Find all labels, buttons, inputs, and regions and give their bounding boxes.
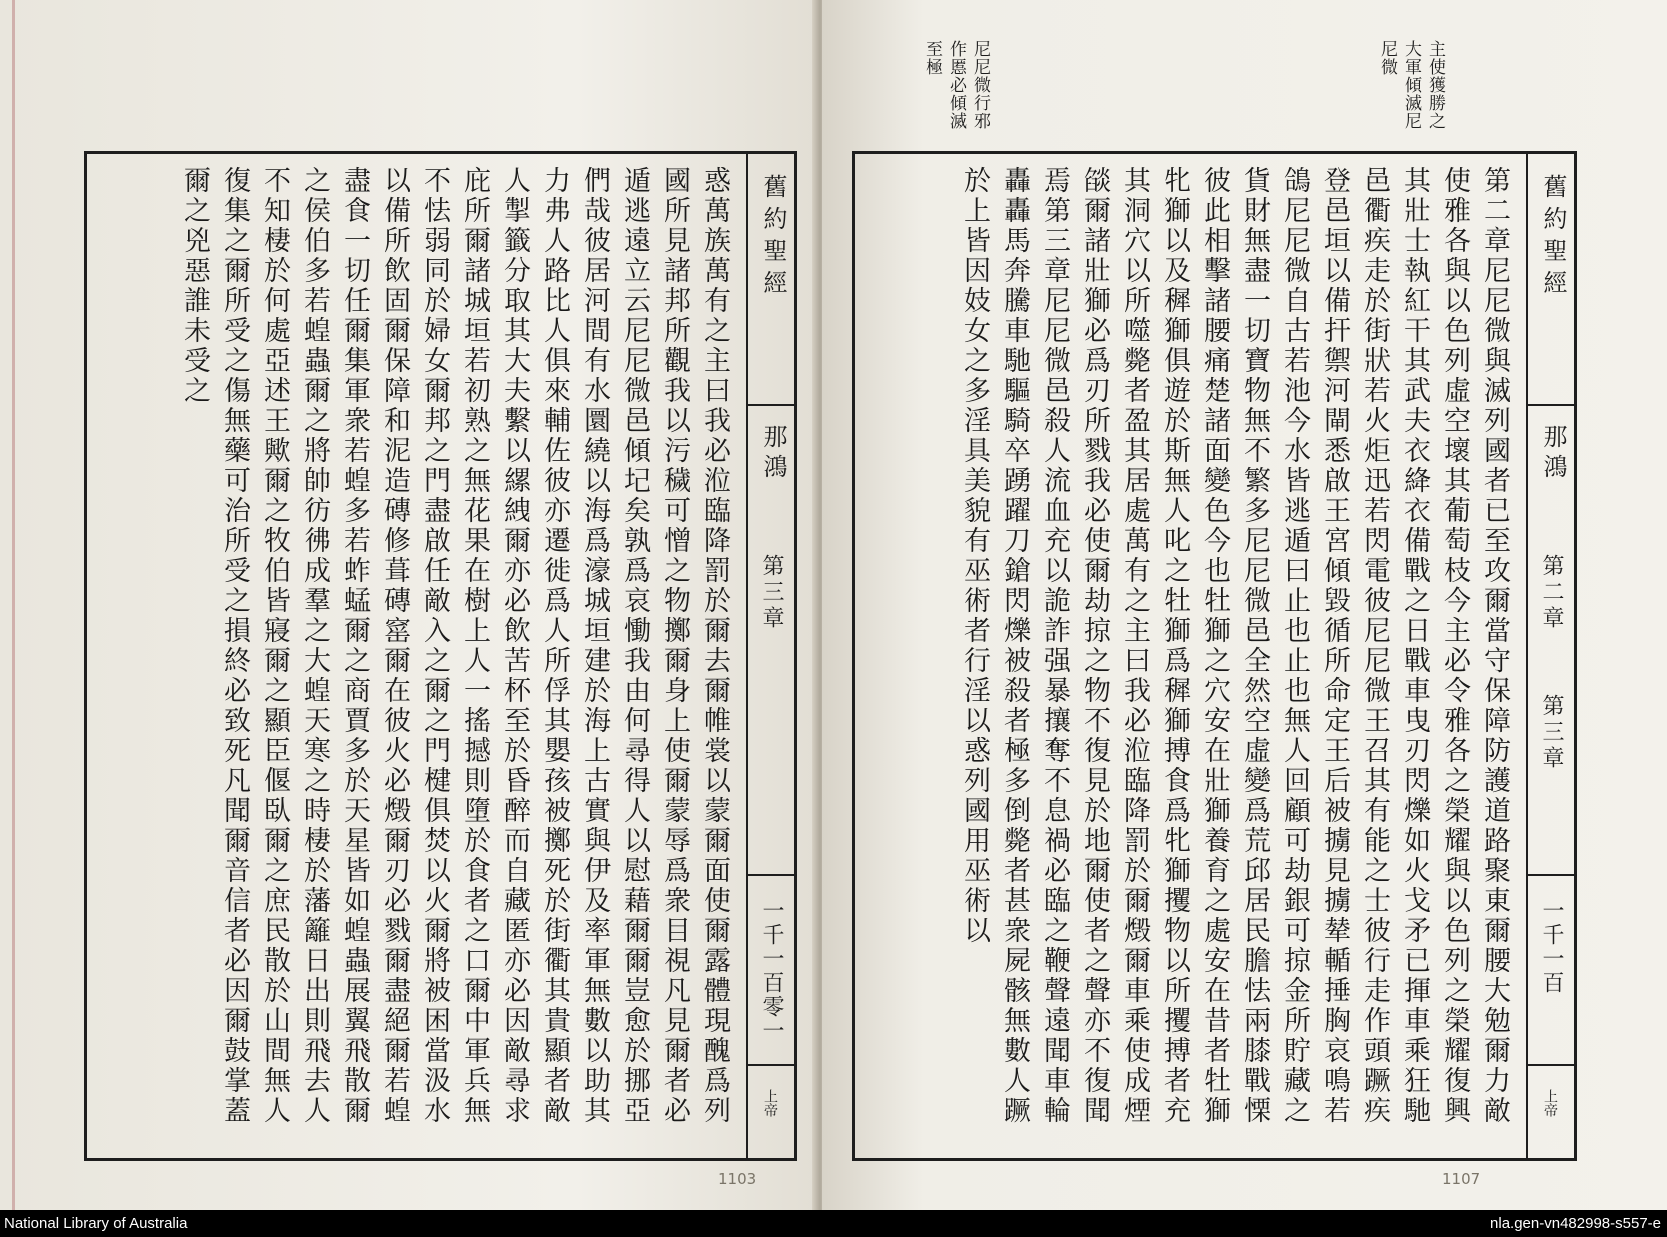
right-page [822, 0, 1667, 1210]
right-text-frame [852, 151, 1577, 1161]
header-rule [748, 404, 794, 406]
red-margin-line [12, 0, 15, 1210]
header-book: 那鴻 [1539, 424, 1567, 484]
header-chapter-next: 第三章 [1539, 694, 1564, 772]
header-book: 那鴻 [759, 424, 787, 484]
header-title: 舊約聖經 [1539, 174, 1567, 302]
header-title: 舊約聖經 [759, 174, 787, 302]
bleed-through-text [90, 10, 470, 140]
right-running-header [1526, 154, 1574, 1158]
left-text-frame [84, 151, 797, 1161]
header-rule [1528, 404, 1574, 406]
archive-footer-bar [0, 1210, 1667, 1237]
right-body-text: 第二章尼尼微與滅列國者已至攻爾當守保障防護道路聚東爾腰大勉爾力敵使雅各與以色列虛空壞其葡萄枝今主必令雅各之榮耀與以色列之榮耀復興其壯士執紅干其武夫衣絳衣備戰之日戰車曳刃閃爍如火戈矛已揮車乘狂馳邑衢疾走於街狀若火炬迅若閃電彼尼尼微王召其有能之士彼行走作頭蹶疾登邑垣以備扞禦河閘悉啟王宮傾毀循所命定王后被擄見擄辇輴捶胸哀鳴若鴿尼尼微自古若池今水皆逃遁曰止也止也無人回顧可劫銀可掠金所貯藏之貨財無盡一切寶物無不繁多尼尼微邑全然空虛變爲荒邱居民膽怯兩膝戰慄彼此相擊諸腰痛楚諸面變色今也牡獅之穴安在壯獅養育之處安在昔者牡獅牝獅以及穉獅俱遊於斯無人叱之牡獅爲穉獅搏食爲牝獅攫物以所攫搏者充其洞穴以所噬斃者盈其居處萬有之主曰我必涖臨降罰於爾燬爾車乘使成煙燄爾諸壯獅必爲刃所戮我必使爾劫掠之物不復見於地爾使者之聲亦不復聞焉第三章尼尼微邑殺人流血充以詭詐强暴攘奪不息禍必臨之鞭聲遠聞車輪轟轟馬奔騰車馳驅騎卒踴躍刀鎗閃爍被殺者極多倒斃者甚衆屍骸無數人蹶於上皆因妓女之多淫具美貌有巫術者行淫以惑列國用巫術以 [959, 166, 1510, 1126]
header-page-number: 一千一百零一 [759, 899, 784, 1043]
left-page [0, 0, 818, 1210]
margin-note-summary-2: 尼尼微行邪作慝必傾滅至極 [922, 40, 990, 130]
header-rule [1528, 874, 1574, 876]
left-running-header [746, 154, 794, 1158]
header-chapter: 第三章 [759, 554, 784, 632]
header-page-number: 一千一百 [1539, 899, 1564, 995]
header-chapter: 第二章 [1539, 554, 1564, 632]
header-rule [1528, 1064, 1574, 1066]
header-volume: 上帝 [1542, 1089, 1558, 1117]
library-name: National Library of Australia [4, 1215, 188, 1232]
header-rule [748, 1064, 794, 1066]
header-rule [748, 874, 794, 876]
item-identifier: nla.gen-vn482998-s557-e [1490, 1215, 1661, 1232]
pencil-mark: 1103 [718, 1170, 757, 1188]
pencil-mark: 1107 [1442, 1170, 1481, 1188]
left-body-text: 惑萬族萬有之主曰我必涖臨降罰於爾去爾帷裳以蒙爾面使爾露體現醜爲列國所見諸邦所觀我以污穢可憎之物擲爾身上使爾蒙辱爲衆目視凡見爾者必遁逃遠立云尼尼微邑傾圮矣孰爲哀慟我由何尋得人以慰藉爾爾豈愈於挪亞們哉彼居河間有水圜繞以海爲濠城垣建於海上古實與伊及率軍無數以助其力弗人路比人俱來輔佐彼亦遷徙爲人所俘其嬰孩被擲死於街衢其貴顯者敵人掣籤分取其大夫繫以縲絏爾亦必飲苦杯至於昏醉而自藏匿亦必因敵尋求庇所爾諸城垣若初熟之無花果在樹上人一搖撼則墮於食者之口爾中軍兵無不怯弱同於婦女爾邦之門盡啟任敵入之爾之門楗俱焚以火爾將被困當汲水以備所飲固爾保障和泥造磚修葺磚窰爾在彼火必燬爾刃必戮爾盡絕爾若蝗盡食一切任爾集軍衆若蝗多若蚱蜢爾之商賈多於天星皆如蝗蟲展翼飛散爾之侯伯多若蝗蟲爾之將帥彷彿成羣之大蝗天寒之時棲於藩籬日出則飛去人不知棲於何處亞述王歟爾之牧伯皆寢爾之顯臣偃臥爾之庶民散於山間無人復集之爾所受之傷無藥可治所受之損終必致死凡聞爾音信者必因爾鼓掌蓋爾之兇惡誰未受之 [179, 166, 730, 1126]
header-volume: 上帝 [762, 1089, 778, 1117]
margin-note-summary-1: 主使獲勝之大軍傾滅尼尼微 [1377, 40, 1445, 130]
